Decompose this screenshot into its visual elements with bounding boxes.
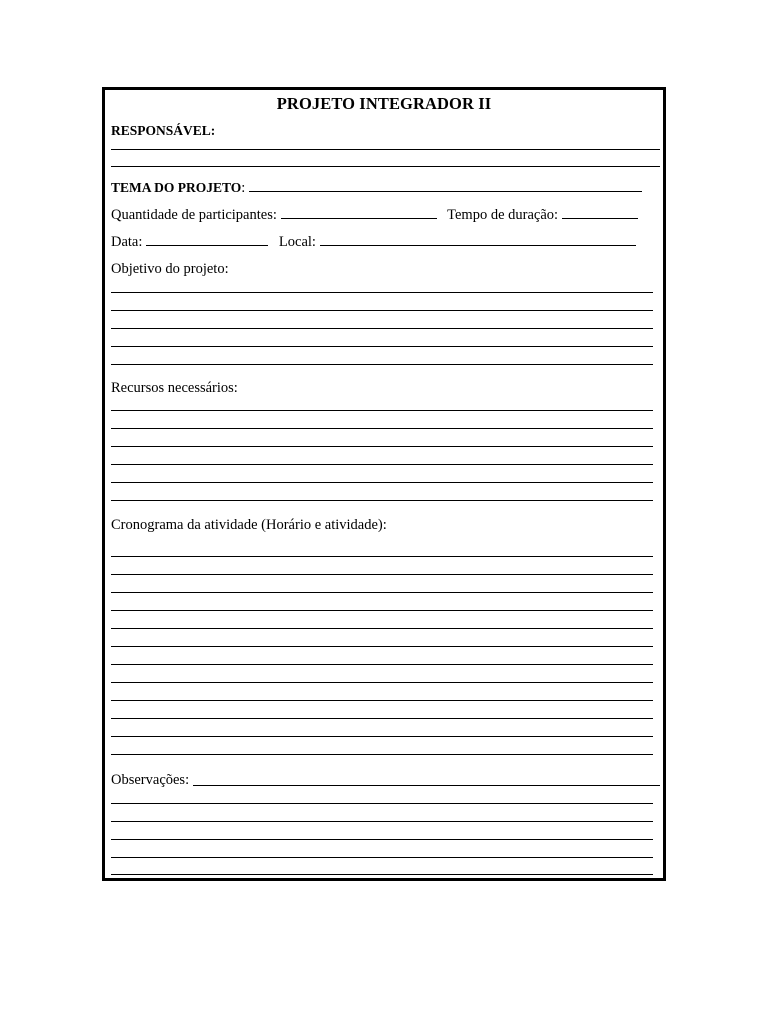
- objetivo-label: Objetivo do projeto:: [111, 261, 229, 277]
- recursos-line[interactable]: [111, 428, 653, 429]
- cronograma-line[interactable]: [111, 610, 653, 611]
- local-field[interactable]: [320, 233, 636, 246]
- data-local-row: [111, 233, 636, 251]
- recursos-label: Recursos necessários:: [111, 380, 238, 396]
- form-title: PROJETO INTEGRADOR II: [276, 94, 492, 113]
- cronograma-line[interactable]: [111, 664, 653, 665]
- recursos-line[interactable]: [111, 410, 653, 411]
- tema-field[interactable]: [249, 179, 642, 192]
- responsavel-line-1[interactable]: [111, 149, 660, 150]
- project-form: [102, 87, 666, 881]
- objetivo-line[interactable]: [111, 310, 653, 311]
- observacoes-label: Observações:: [111, 772, 190, 788]
- recursos-line[interactable]: [111, 464, 653, 465]
- objetivo-line[interactable]: [111, 364, 653, 365]
- participantes-label: Quantidade de participantes:: [111, 207, 277, 223]
- cronograma-line[interactable]: [111, 736, 653, 737]
- local-label: Local:: [278, 234, 316, 250]
- observacoes-line[interactable]: [111, 839, 653, 840]
- cronograma-line[interactable]: [111, 646, 653, 647]
- cronograma-line[interactable]: [111, 574, 653, 575]
- data-field[interactable]: [146, 233, 268, 246]
- duracao-label: Tempo de duração:: [447, 207, 559, 223]
- observacoes-line[interactable]: [111, 803, 653, 804]
- duracao-field[interactable]: [562, 206, 638, 219]
- cronograma-line[interactable]: [111, 700, 653, 701]
- recursos-line[interactable]: [111, 446, 653, 447]
- recursos-line[interactable]: [111, 482, 653, 483]
- cronograma-line[interactable]: [111, 754, 653, 755]
- cronograma-line[interactable]: [111, 556, 653, 557]
- cronograma-line[interactable]: [111, 682, 653, 683]
- participantes-field[interactable]: [281, 206, 437, 219]
- objetivo-line[interactable]: [111, 328, 653, 329]
- observacoes-field[interactable]: [193, 785, 660, 786]
- observacoes-line[interactable]: [111, 857, 653, 858]
- recursos-line[interactable]: [111, 500, 653, 501]
- objetivo-line[interactable]: [111, 346, 653, 347]
- data-label: Data:: [111, 234, 143, 250]
- tema-colon: :: [241, 180, 246, 196]
- cronograma-label: Cronograma da atividade (Horário e atividade):: [111, 517, 387, 533]
- cronograma-line[interactable]: [111, 592, 653, 593]
- tema-label: TEMA DO PROJETO: [111, 180, 242, 195]
- objetivo-line[interactable]: [111, 292, 653, 293]
- tema-row: [111, 179, 642, 197]
- cronograma-line[interactable]: [111, 628, 653, 629]
- observacoes-line[interactable]: [111, 874, 653, 875]
- responsavel-label: RESPONSÁVEL:: [111, 123, 216, 138]
- observacoes-line[interactable]: [111, 821, 653, 822]
- cronograma-line[interactable]: [111, 718, 653, 719]
- responsavel-line-2[interactable]: [111, 166, 660, 167]
- participantes-row: [111, 206, 638, 224]
